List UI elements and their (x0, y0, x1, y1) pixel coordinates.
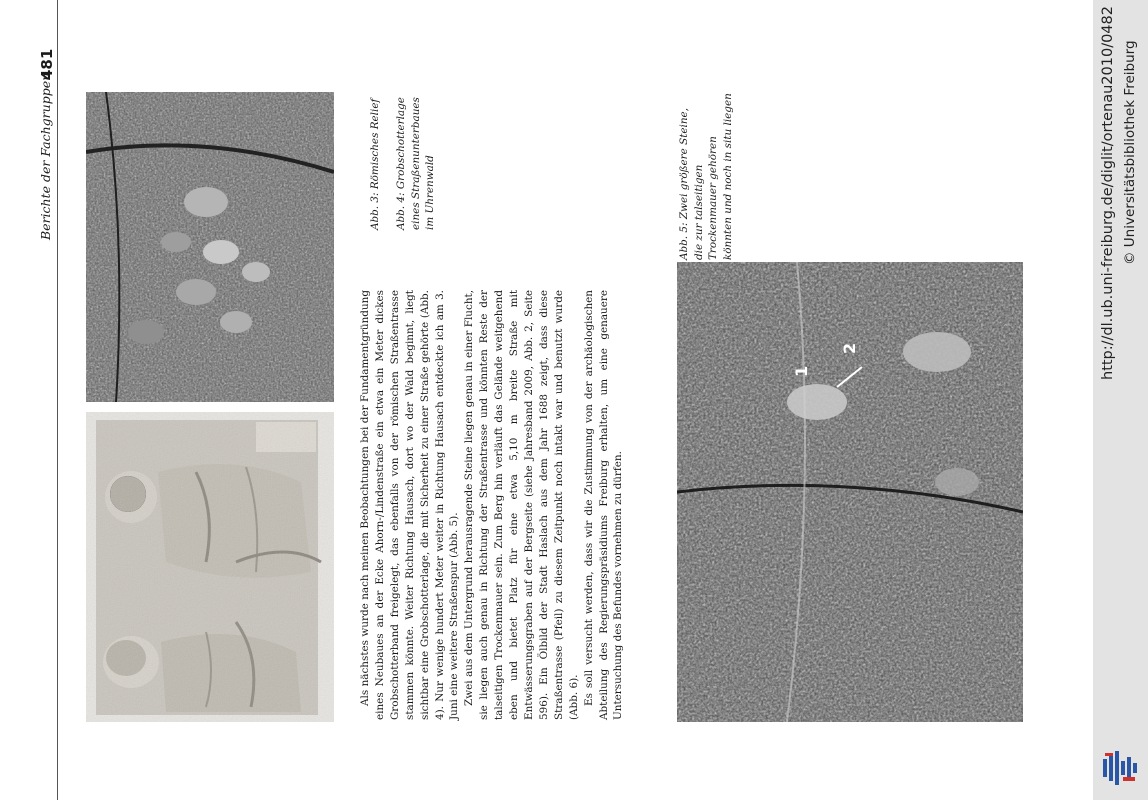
body-text (358, 290, 658, 720)
paragraph: Es soll versucht werden, dass wir die Zustimmung von der archäologischen Abteilung des Regierungspräsidiums Freiburg erhalten, um eine genauere Untersuchung des Befundes vornehmen zu dürfen. (582, 290, 625, 720)
copyright-notice: © Universitätsbibliothek Freiburg (1122, 40, 1138, 265)
caption-abb5: Abb. 5: Zwei größere Steine, die zur talseitigen Trockenmauer gehören könnten und noch in situ liegen (678, 93, 734, 260)
figure-gravel-layer (86, 92, 334, 402)
stone-label-2: 2 (840, 342, 859, 354)
page-number: 481 (38, 48, 56, 80)
stone-label-1: 1 (792, 365, 811, 377)
library-logo-icon (1103, 751, 1143, 785)
figure-roman-relief (86, 412, 334, 722)
paragraph: Als nächstes wurde nach meinen Beobachtungen bei der Fundamentgründung eines Neubaues an der Ecke Ahorn-/Lindenstraße ein etwa ein Meter dickes Grobschotterband freigelegt, das ebenfalls von der römischen Straßentrasse stammen könnte. Weiter Richtung Hausach, dort wo der Wald beginnt, liegt sichtbar eine Grobschotterlage, die mit Sicherheit zu einer Straße gehörte (Abb. 4). Nur wenige hundert Meter weiter in Richtung Hausach entdeckte ich am 3. Juni eine weitere Straßenspur (Abb. 5). (359, 290, 461, 720)
source-url-link[interactable]: http://dl.ub.uni-freiburg.de/diglit/ortenau2010/0482 (1100, 6, 1116, 380)
caption-abb4: Abb. 4: Grobschotterlage eines Straßenunterbaues im Uhrenwald (395, 97, 436, 230)
margin-rule (57, 0, 58, 800)
paragraph: Zwei aus dem Untergrund herausragende Steine liegen genau in einer Flucht, sie liegen auch genau in Richtung der Straßentrasse und könnten Reste der talseitigen Trockenmauer sein. Zum Berg hin verläuft das Gelände weitgehend eben und bietet Platz für eine etwa 5,10 m breite Straße mit Entwässerungsgraben auf der Bergseite (siehe Jahresband 2009, Abb. 2, Seite 596). Ein Ölbild der Stadt Haslach aus dem Jahr 1688 zeigt, dass diese Straßentrasse (Pfeil) zu diesem Zeitpunkt noch intakt war und benutzt wurde (Abb. 6). (463, 290, 580, 720)
figure-stones-in-situ (677, 262, 1023, 722)
running-header: Berichte der Fachgruppen (38, 72, 53, 240)
caption-abb3: Abb. 3: Römisches Relief (369, 98, 381, 230)
